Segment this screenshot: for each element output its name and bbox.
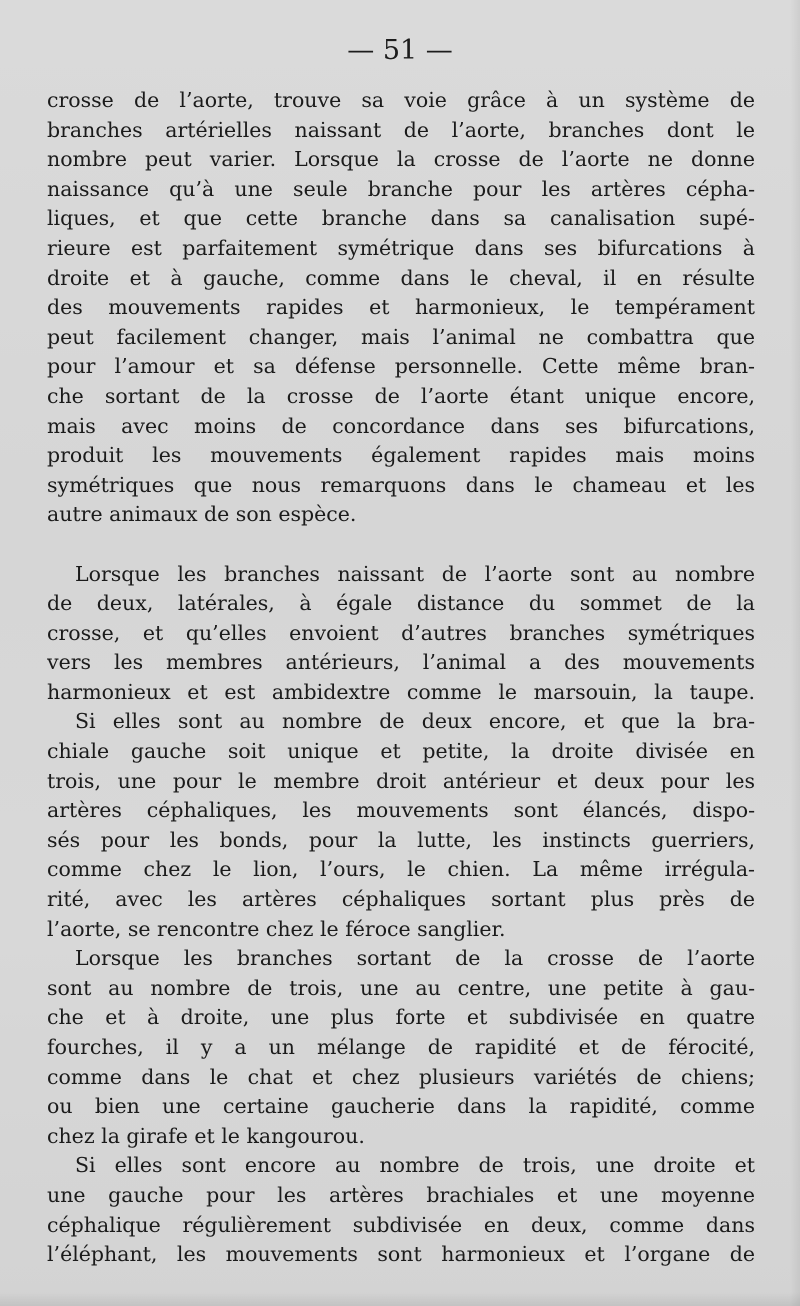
text-line: chiale gauche soit unique et petite, la droite divisée en bbox=[47, 739, 755, 764]
text-line: naissance qu’à une seule branche pour les artères cépha- bbox=[47, 176, 755, 201]
paragraph-3 bbox=[47, 707, 755, 944]
text-line: céphalique régulièrement subdivisée en deux, comme dans bbox=[47, 1212, 755, 1237]
paragraph-2 bbox=[47, 560, 755, 708]
text-line: mais avec moins de concordance dans ses bifurcations, bbox=[47, 413, 755, 438]
text-line: pour l’amour et sa défense personnelle. Cette même bran- bbox=[47, 354, 755, 379]
text-line: sés pour les bonds, pour la lutte, les instincts guerriers, bbox=[47, 827, 755, 852]
text-line: comme dans le chat et chez plusieurs variétés de chiens; bbox=[47, 1064, 755, 1089]
text-line: che sortant de la crosse de l’aorte étant unique encore, bbox=[47, 383, 755, 408]
body-text bbox=[47, 86, 755, 1270]
text-line: vers les membres antérieurs, l’animal a des mouvements bbox=[47, 650, 755, 675]
text-line: crosse de l’aorte, trouve sa voie grâce à un système de bbox=[47, 88, 755, 112]
text-line: peut facilement changer, mais l’animal ne combattra que bbox=[47, 324, 755, 349]
text-line: produit les mouvements également rapides mais moins bbox=[47, 443, 755, 468]
text-line: de deux, latérales, à égale distance du sommet de la bbox=[47, 591, 755, 616]
paragraph-5 bbox=[47, 1151, 755, 1269]
paragraph-1 bbox=[47, 86, 755, 530]
text-line: harmonieux et est ambidextre comme le marsouin, la taupe. bbox=[47, 679, 755, 704]
text-line: chez la girafe et le kangourou. bbox=[47, 1123, 365, 1148]
text-line: Lorsque les branches naissant de l’aorte sont au nombre bbox=[75, 561, 755, 586]
text-line: autre animaux de son espèce. bbox=[47, 502, 357, 527]
text-line: rité, avec les artères céphaliques sortant plus près de bbox=[47, 887, 755, 912]
text-line: comme chez le lion, l’ours, le chien. La même irrégula- bbox=[47, 857, 755, 882]
page-edge-shadow bbox=[0, 1292, 800, 1306]
paragraph-4 bbox=[47, 944, 755, 1151]
text-line: artères céphaliques, les mouvements sont élancés, dispo- bbox=[47, 798, 755, 823]
text-line: l’aorte, se rencontre chez le féroce sanglier. bbox=[47, 916, 506, 941]
text-line: fourches, il y a un mélange de rapidité et de férocité, bbox=[47, 1035, 755, 1059]
text-line: Si elles sont au nombre de deux encore, et que la bra- bbox=[75, 709, 755, 734]
text-line: nombre peut varier. Lorsque la crosse de l’aorte ne donne bbox=[47, 147, 755, 172]
text-line: droite et à gauche, comme dans le cheval, il en résulte bbox=[47, 265, 755, 290]
text-line: liques, et que cette branche dans sa canalisation supé- bbox=[47, 206, 755, 231]
paragraph-spacer bbox=[47, 530, 755, 560]
text-line: trois, une pour le membre droit antérieur et deux pour les bbox=[47, 768, 755, 793]
text-line: sont au nombre de trois, une au centre, une petite à gau- bbox=[47, 975, 755, 1000]
text-line: branches artérielles naissant de l’aorte, branches dont le bbox=[47, 117, 755, 142]
text-line: Si elles sont encore au nombre de trois, une droite et bbox=[75, 1153, 755, 1178]
text-line: rieure est parfaitement symétrique dans ses bifurcations à bbox=[47, 235, 755, 260]
text-line: symétriques que nous remarquons dans le chameau et les bbox=[47, 472, 755, 497]
text-line: ou bien une certaine gaucherie dans la rapidité, comme bbox=[47, 1094, 755, 1119]
text-line: Lorsque les branches sortant de la crosse de l’aorte bbox=[75, 946, 755, 971]
text-line: une gauche pour les artères brachiales et une moyenne bbox=[47, 1182, 755, 1207]
text-line: des mouvements rapides et harmonieux, le tempérament bbox=[47, 295, 755, 320]
page-edge-shadow bbox=[790, 0, 800, 1306]
text-line: che et à droite, une plus forte et subdivisée en quatre bbox=[47, 1005, 755, 1030]
page-number: — 51 — bbox=[347, 35, 453, 66]
text-line: crosse, et qu’elles envoient d’autres branches symétriques bbox=[47, 620, 755, 645]
text-line: l’éléphant, les mouvements sont harmonieux et l’organe de bbox=[47, 1242, 755, 1267]
